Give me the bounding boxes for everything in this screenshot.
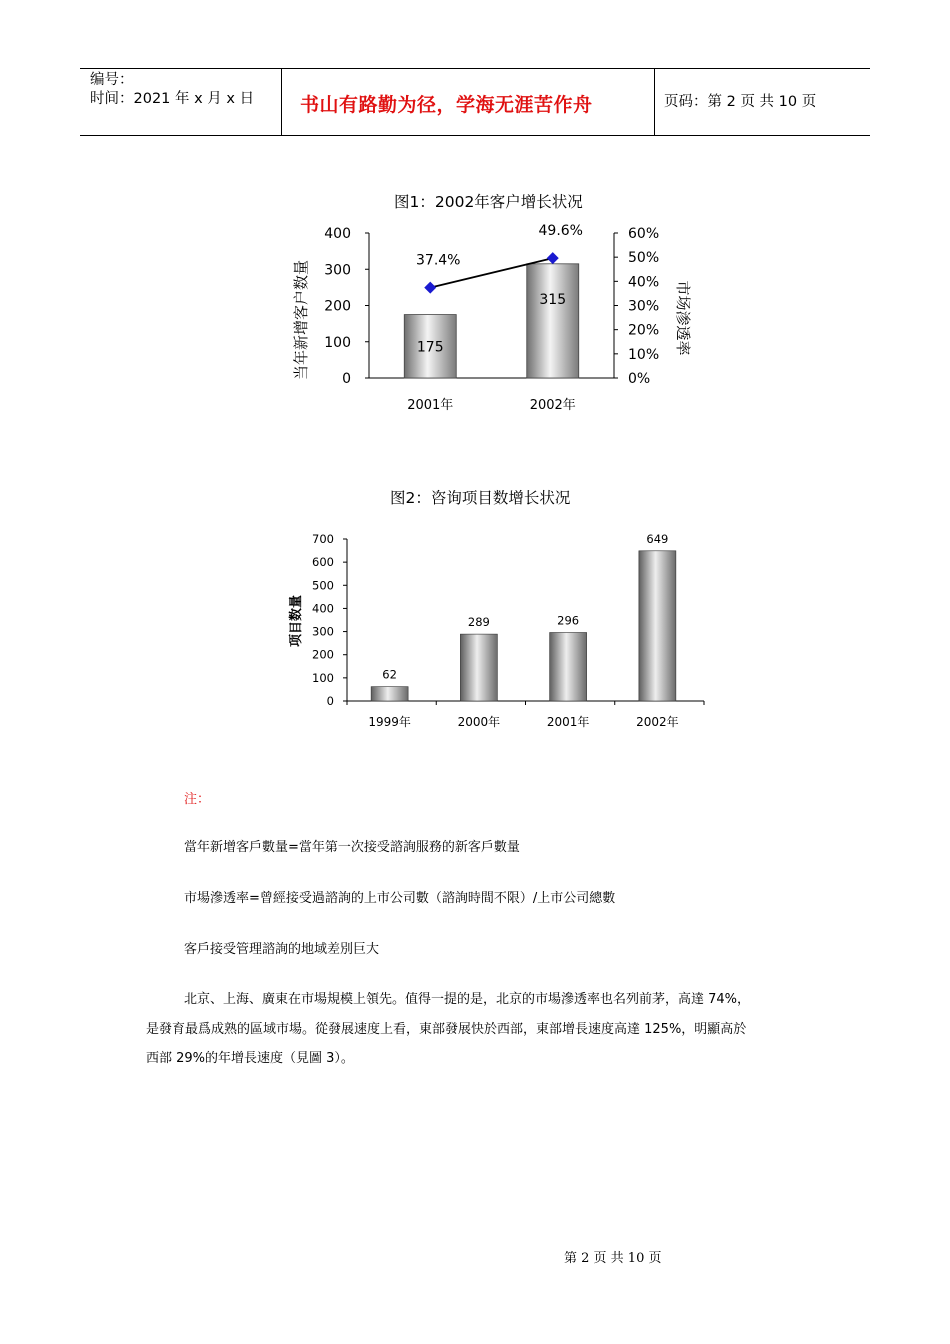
- header-number-label: 编号：: [90, 72, 134, 88]
- chart1-left-tick-label: 0: [342, 371, 351, 387]
- chart1-bar-label: 175: [416, 339, 444, 356]
- chart2-bar-label: 289: [467, 615, 490, 630]
- note-line-1: 當年新增客戶數量=當年第一次接受諮詢服務的新客戶數量: [184, 840, 520, 855]
- paragraph-line-2: 是發育最爲成熟的區域市場。從發展速度上看，東部發展快於西部，東部增長速度高達 125%，明顯高於: [146, 1022, 747, 1037]
- note-line-3: 客戶接受管理諮詢的地域差別巨大: [184, 942, 380, 957]
- chart2-bar: [639, 551, 676, 701]
- chart2-y-tick-label: 0: [326, 694, 334, 708]
- chart1-left-tick-label: 300: [324, 262, 351, 279]
- chart2-bar-label: 296: [557, 613, 580, 628]
- chart1-title: 图1：2002年客户增长状况: [394, 193, 583, 211]
- chart1-category-label: 2001年: [407, 398, 454, 413]
- chart1-left-tick-label: 200: [324, 298, 351, 315]
- chart2-y-tick-label: 400: [312, 601, 334, 616]
- header-time-label: 时间：2021 年 x 月 x 日: [90, 91, 255, 107]
- chart1-svg: [280, 210, 740, 425]
- header-divider-right: [654, 68, 655, 136]
- header-bottom-rule: [80, 135, 870, 136]
- chart2-bar-label: 62: [382, 667, 397, 682]
- chart1-bar: [527, 264, 579, 378]
- chart2-y-tick-label: 700: [312, 532, 334, 546]
- chart1-right-tick-label: 40%: [628, 274, 660, 291]
- chart2-y-tick-label: 300: [312, 624, 334, 639]
- chart1-right-tick-label: 30%: [628, 298, 660, 315]
- chart2-y-tick-label: 600: [312, 555, 334, 570]
- chart1-line-marker: [547, 252, 559, 264]
- chart2-title: 图2：咨询项目数增长状况: [390, 489, 571, 507]
- chart2-category-label: 2002年: [636, 715, 679, 729]
- chart1-left-tick-label: 400: [324, 226, 351, 242]
- chart2-bar: [460, 634, 497, 701]
- chart1-line-label: 49.6%: [538, 223, 583, 240]
- chart1-right-tick-label: 10%: [628, 346, 660, 363]
- chart1-left-tick-label: 100: [324, 334, 351, 351]
- chart1-right-tick-label: 0%: [628, 371, 651, 387]
- chart1-ylabel-left: 当年新增客户数量: [292, 259, 310, 381]
- chart1-right-tick-label: 20%: [628, 322, 660, 339]
- chart1-axes: [324, 226, 659, 413]
- chart2-bar-label: 649: [646, 531, 669, 546]
- chart1-bar-label: 315: [539, 291, 567, 308]
- note-line-2: 市場滲透率=曾經接受過諮詢的上市公司數（諮詢時間不限）/上市公司總數: [184, 891, 616, 906]
- footer-page-number: 第 2 页 共 10 页: [564, 1251, 662, 1266]
- header-top-rule: [80, 68, 870, 69]
- chart2-category-label: 1999年: [368, 715, 411, 729]
- chart1-bars: [404, 264, 579, 378]
- chart2-category-label: 2001年: [546, 715, 590, 729]
- chart2-y-tick-label: 200: [312, 647, 334, 662]
- chart2-category-label: 2000年: [457, 715, 501, 729]
- paragraph-line-3: 西部 29%的年增長速度（見圖 3）。: [146, 1051, 354, 1066]
- chart2-bars: [371, 532, 676, 701]
- chart2-bar: [550, 632, 587, 701]
- paragraph-line-1: 北京、上海、廣東在市場規模上領先。值得一提的是，北京的市場滲透率也名列前茅，高達 74%，: [184, 992, 751, 1007]
- chart1-category-label: 2002年: [529, 398, 576, 413]
- header-page-label: 页码：第 2 页 共 10 页: [664, 94, 817, 110]
- chart2-bar: [371, 687, 408, 701]
- chart2-ylabel: 项目数量: [289, 594, 304, 648]
- chart1-right-tick-label: 60%: [628, 226, 660, 242]
- header-divider-left: [281, 68, 282, 136]
- chart2-y-tick-label: 500: [312, 578, 334, 593]
- chart2-svg: [280, 525, 720, 740]
- header-motto: 书山有路勤为径，学海无涯苦作舟: [300, 94, 593, 116]
- chart1-line-label: 37.4%: [416, 252, 461, 269]
- chart1-ylabel-right: 市场渗透率: [674, 280, 692, 356]
- chart2-y-tick-label: 100: [312, 670, 334, 685]
- chart1-line-marker: [424, 282, 436, 294]
- chart1-right-tick-label: 50%: [628, 250, 660, 267]
- note-label: 注：: [184, 792, 211, 807]
